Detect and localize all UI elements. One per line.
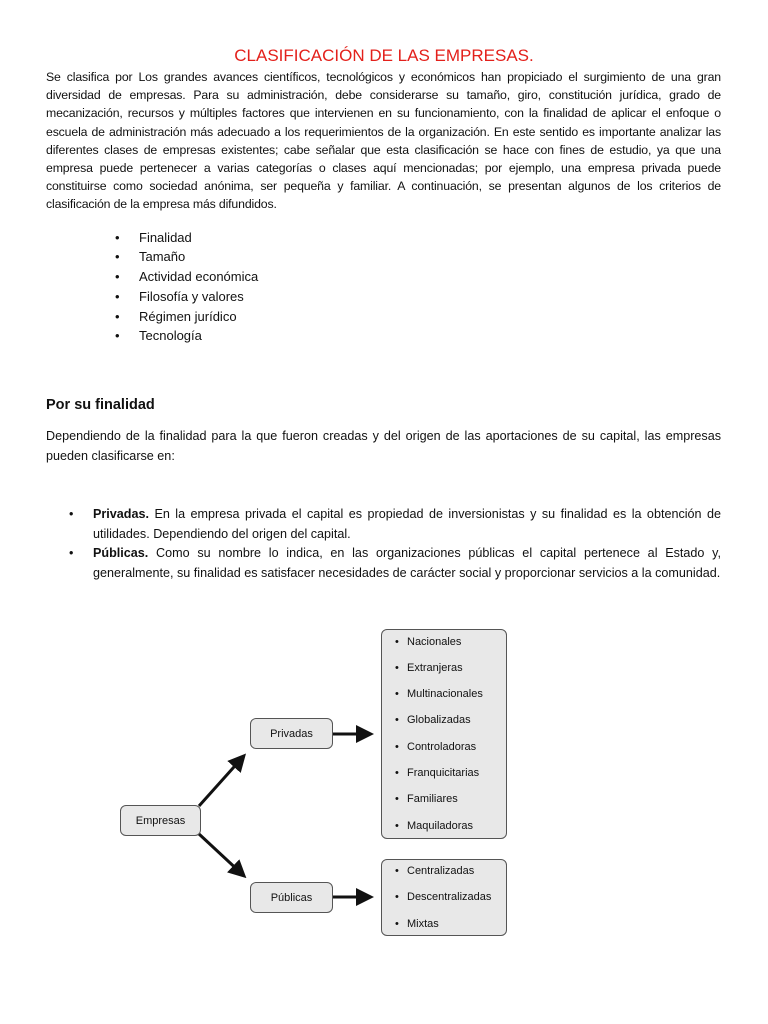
arrow bbox=[199, 758, 242, 806]
list-item: • Controladoras bbox=[407, 741, 476, 753]
list-item: • Nacionales bbox=[407, 636, 461, 648]
list-item: • Filosofía y valores bbox=[139, 289, 244, 304]
term: Privadas. bbox=[93, 507, 150, 521]
list-item: • Globalizadas bbox=[407, 714, 471, 726]
list-item: • Franquicitarias bbox=[407, 767, 479, 779]
private-types-box bbox=[381, 629, 507, 839]
list-item: • Finalidad bbox=[139, 230, 192, 245]
list-item: • Maquiladoras bbox=[407, 820, 473, 832]
description: Como su nombre lo indica, en las organizaciones públicas el capital pertenece al Estado y, generalmente, su finalidad es satisfacer necesidades de carácter social y proporcionar servicios a la comunidad. bbox=[93, 546, 721, 580]
node-privadas: Privadas bbox=[250, 718, 333, 749]
node-empresas: Empresas bbox=[120, 805, 201, 836]
list-item: • Tamaño bbox=[139, 249, 185, 264]
list-item: • Descentralizadas bbox=[407, 891, 491, 903]
intro-paragraph: Se clasifica por Los grandes avances científicos, tecnológicos y económicos han propiciado el surgimiento de una gran diversidad de empresas. Para su administración, debe considerarse su tamaño, giro, constitución jurídica, grado de mecanización, recursos y múltiples factores que intervienen en su funcionamiento, con la finalidad de aplicar el enfoque o escuela de administración más adecuado a los requerimientos de la organización. En este sentido es importante analizar las diferentes clases de empresas existentes; cabe señalar que esta clasificación se hace con fines de estudio, ya que una empresa puede pertenecer a varias categorías o clases aquí mencionadas; por ejemplo, una empresa privada puede constituirse como sociedad anónima, ser pequeña y familiar. A continuación, se presentan algunos de los criterios de clasificación de la empresa más difundidos. bbox=[46, 70, 721, 212]
node-publicas: Públicas bbox=[250, 882, 333, 913]
list-item: • Familiares bbox=[407, 793, 458, 805]
list-item: • Multinacionales bbox=[407, 688, 483, 700]
page-title: CLASIFICACIÓN DE LAS EMPRESAS. bbox=[234, 46, 534, 65]
list-item: • Régimen jurídico bbox=[139, 309, 237, 324]
section-heading: Por su finalidad bbox=[46, 397, 155, 413]
list-item: • Centralizadas bbox=[407, 865, 474, 877]
section-paragraph: Dependiendo de la finalidad para la que fueron creadas y del origen de las aportaciones de su capital, las empresas pueden clasificarse en: bbox=[46, 429, 721, 463]
description: En la empresa privada el capital es propiedad de inversionistas y su finalidad es la obtención de utilidades. Dependiendo del origen del capital. bbox=[93, 507, 721, 541]
list-item: • Actividad económica bbox=[139, 269, 258, 284]
list-item: • Extranjeras bbox=[407, 662, 463, 674]
arrow bbox=[199, 834, 242, 874]
public-types-box bbox=[381, 859, 507, 936]
list-item: • Tecnología bbox=[139, 328, 202, 343]
list-item: • Mixtas bbox=[407, 918, 439, 930]
term: Públicas. bbox=[93, 546, 149, 560]
